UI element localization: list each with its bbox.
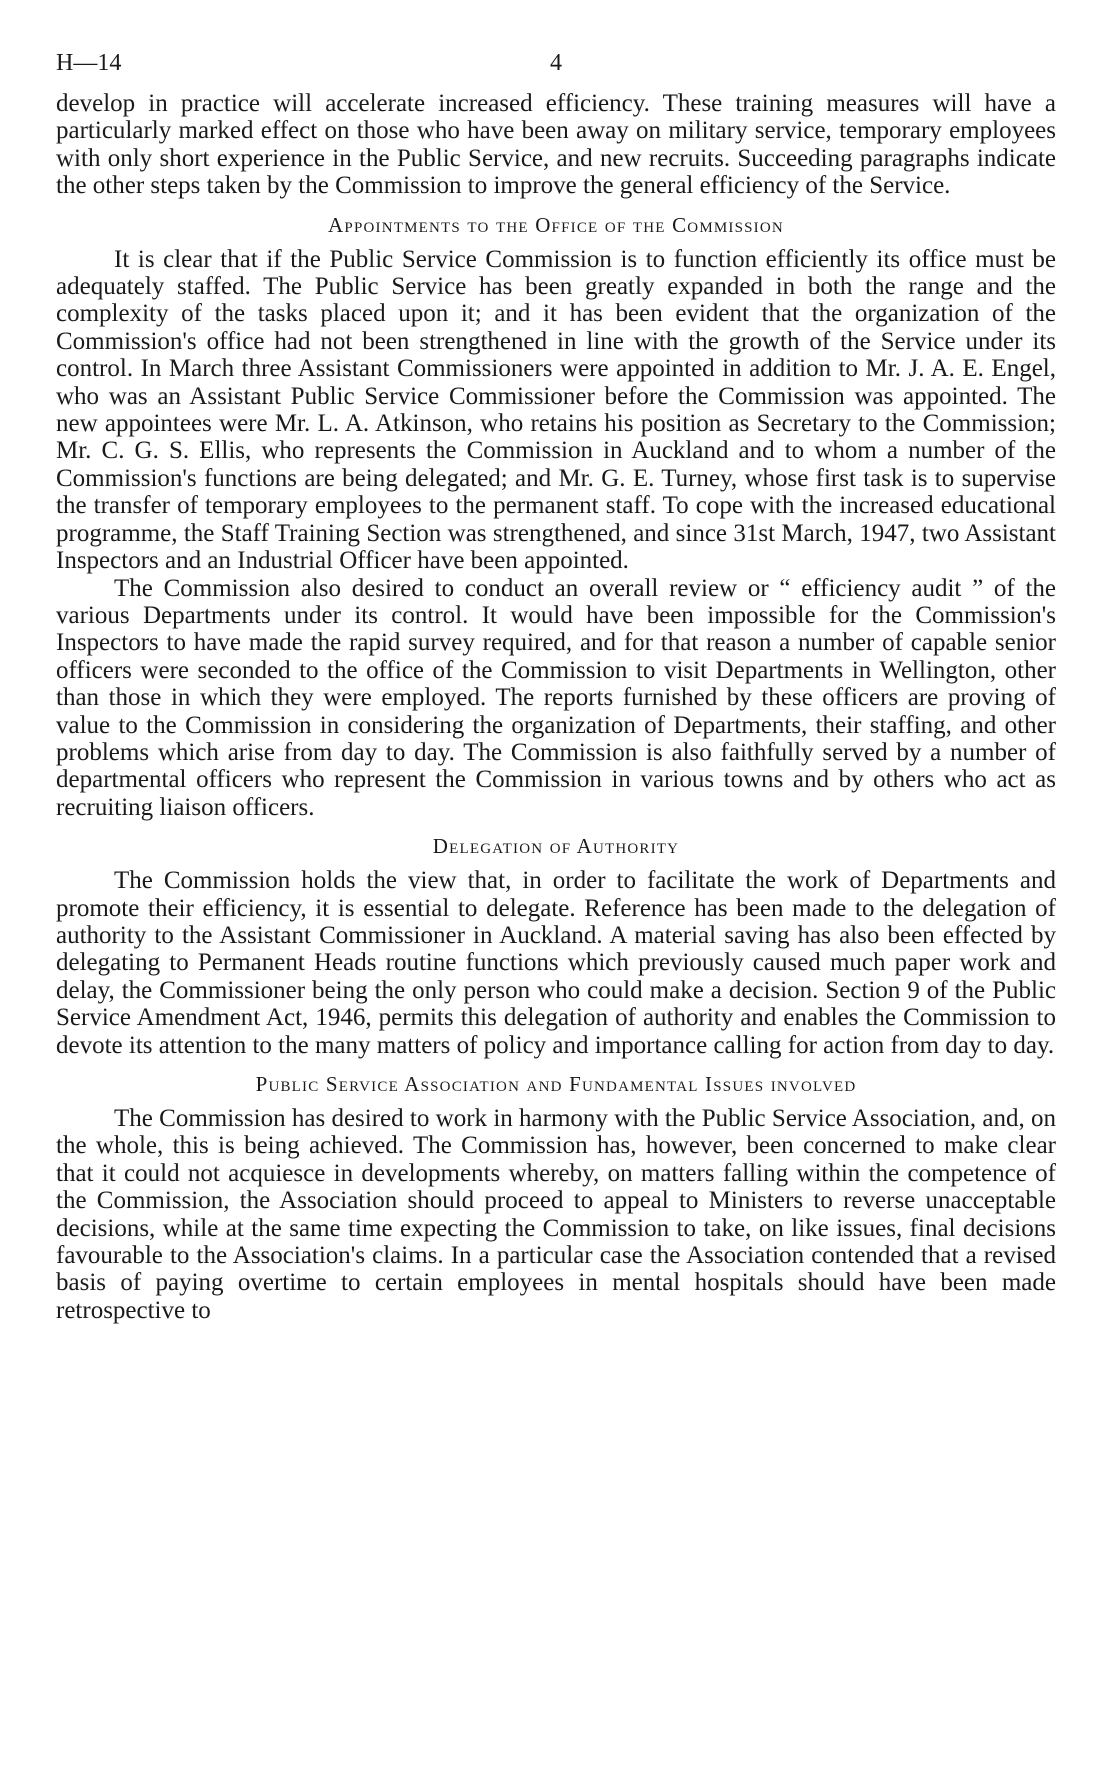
intro-paragraph: develop in practice will accelerate increased efficiency. These training measures will have a particularly marked effect on those who have been away on military service, temporary employees with only short experience in the Public Service, and new recruits. Succeeding paragraphs indicate the other steps taken by the Commission to improve the general efficiency of the Service. — [56, 90, 1056, 200]
delegation-paragraph: The Commission holds the view that, in order to facilitate the work of Departments and promote their efficiency, it is essential to delegate. Reference has been made to the delegation of authority to the Assistant Commissioner in Auckland. A material saving has also been effected by delegating to Permanent Heads routine functions which previously caused much paper work and delay, the Commissioner being the only person who could make a decision. Section 9 of the Public Service Amendment Act, 1946, permits this delegation of authority and enables the Commission to devote its attention to the many matters of policy and importance calling for action from day to day. — [56, 867, 1056, 1059]
page-header — [56, 50, 1056, 90]
document-page — [56, 50, 1056, 1324]
appointments-paragraph-2: The Commission also desired to conduct an overall review or “ efficiency audit ” of the various Departments under its control. It would have been impossible for the Commission's Inspectors to have made the rapid survey required, and for that reason a number of capable senior officers were seconded to the office of the Commission to visit Departments in Wellington, other than those in which they were employed. The reports furnished by these officers are proving of value to the Commission in considering the organization of Departments, their staffing, and other problems which arise from day to day. The Commission is also faithfully served by a number of departmental officers who represent the Commission in various towns and by others who act as recruiting liaison officers. — [56, 574, 1056, 821]
appointments-paragraph-1: It is clear that if the Public Service Commission is to function efficiently its office must be adequately staffed. The Public Service has been greatly expanded in both the range and the complexity of the tasks placed upon it; and it has been evident that the organization of the Commission's office had not been strengthened in line with the growth of the Service under its control. In March three Assistant Commissioners were appointed in addition to Mr. J. A. E. Engel, who was an Assistant Public Service Commissioner before the Commission was appointed. The new appointees were Mr. L. A. Atkinson, who retains his position as Secretary to the Commission; Mr. C. G. S. Ellis, who represents the Commission in Auckland and to whom a number of the Commission's functions are being delegated; and Mr. G. E. Turney, whose first task is to supervise the transfer of temporary employees to the permanent staff. To cope with the increased educational programme, the Staff Training Section was strengthened, and since 31st March, 1947, two Assistant Inspectors and an Industrial Officer have been appointed. — [56, 245, 1056, 575]
section-heading-association: Public Service Association and Fundamental Issues involved — [255, 1072, 857, 1096]
association-paragraph: The Commission has desired to work in harmony with the Public Service Association, and, on the whole, this is being achieved. The Commission has, however, been concerned to make clear that it could not acquiesce in developments whereby, on matters falling within the competence of the Commission, the Association should proceed to appeal to Ministers to reverse unacceptable decisions, while at the same time expecting the Commission to take, on like issues, final decisions favourable to the Association's claims. In a particular case the Association contended that a revised basis of paying overtime to certain employees in mental hospitals should have been made retrospective to — [56, 1105, 1056, 1324]
page-number: 4 — [550, 50, 562, 76]
document-reference: H—14 — [56, 50, 122, 76]
section-heading-appointments: Appointments to the Office of the Commission — [328, 212, 784, 237]
section-heading-delegation: Delegation of Authority — [432, 834, 680, 859]
